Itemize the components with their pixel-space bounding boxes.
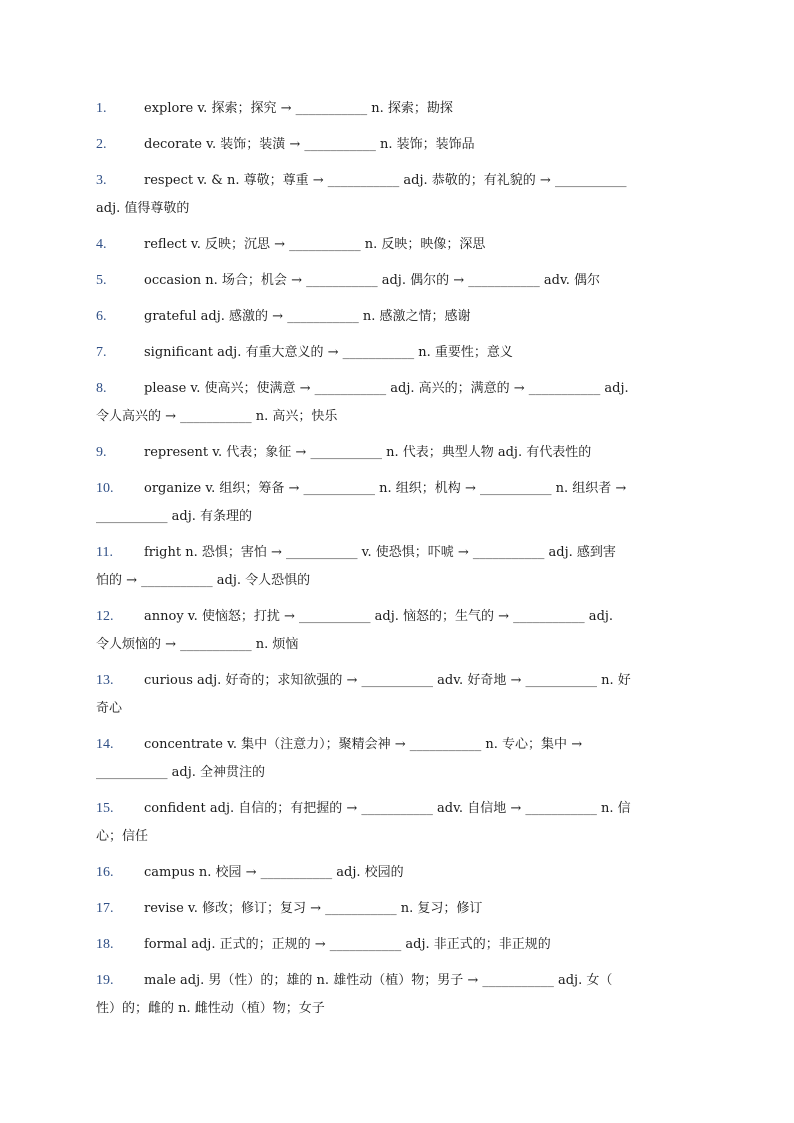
vocab-line	[96, 439, 696, 467]
vocab-line	[96, 995, 696, 1023]
vocab-item	[96, 603, 696, 659]
item-text: 性）的；雌的 n. 雌性动（植）物；女子	[96, 1001, 325, 1016]
item-text: 令人烦恼的 → ___________ n. 烦恼	[96, 637, 299, 652]
item-text: revise v. 修改；修订；复习 → ___________ n. 复习；修订	[144, 901, 483, 916]
vocab-line	[96, 131, 696, 159]
item-number: 13.	[96, 673, 114, 688]
vocab-line	[96, 339, 696, 367]
item-text: represent v. 代表；象征 → ___________ n. 代表；典型人物 adj. 有代表性的	[144, 445, 592, 460]
vocab-line	[96, 667, 696, 695]
item-text: 心；信任	[96, 829, 149, 844]
vocab-line	[96, 303, 696, 331]
item-text: occasion n. 场合；机会 → ___________ adj. 偶尔的 → ___________ adv. 偶尔	[144, 273, 601, 288]
vocab-line	[96, 403, 696, 431]
vocab-item	[96, 303, 696, 331]
vocab-item	[96, 267, 696, 295]
item-number: 5.	[96, 273, 107, 288]
vocab-line	[96, 759, 696, 787]
vocab-line	[96, 859, 696, 887]
item-number: 17.	[96, 901, 114, 916]
item-number: 15.	[96, 801, 114, 816]
item-number: 11.	[96, 545, 113, 560]
item-text: male adj. 男（性）的；雄的 n. 雄性动（植）物；男子 → ___________ adj. 女（	[144, 973, 613, 988]
item-text: organize v. 组织；筹备 → ___________ n. 组织；机构 → ___________ n. 组织者 →	[144, 481, 627, 496]
item-number: 1.	[96, 101, 107, 116]
item-number: 3.	[96, 173, 107, 188]
item-text: 令人高兴的 → ___________ n. 高兴；快乐	[96, 409, 338, 424]
vocab-item	[96, 931, 696, 959]
item-number: 6.	[96, 309, 107, 324]
vocab-line	[96, 795, 696, 823]
item-number: 19.	[96, 973, 114, 988]
vocab-line	[96, 539, 696, 567]
vocab-item	[96, 167, 696, 223]
item-text: grateful adj. 感激的 → ___________ n. 感激之情；感谢	[144, 309, 471, 324]
vocab-line	[96, 695, 696, 723]
item-number: 9.	[96, 445, 107, 460]
item-number: 18.	[96, 937, 114, 952]
item-text: formal adj. 正式的；正规的 → ___________ adj. 非正式的；非正规的	[144, 937, 551, 952]
item-text: fright n. 恐惧；害怕 → ___________ v. 使恐惧；吓唬 → ___________ adj. 感到害	[144, 545, 616, 560]
item-text: reflect v. 反映；沉思 → ___________ n. 反映；映像；深思	[144, 237, 486, 252]
vocab-line	[96, 967, 696, 995]
item-text: 奇心	[96, 701, 123, 716]
vocab-line	[96, 267, 696, 295]
item-text: 怕的 → ___________ adj. 令人恐惧的	[96, 573, 311, 588]
item-text: confident adj. 自信的；有把握的 → ___________ adv. 自信地 → ___________ n. 信	[144, 801, 631, 816]
vocab-line	[96, 731, 696, 759]
item-number: 14.	[96, 737, 114, 752]
item-number: 10.	[96, 481, 114, 496]
vocab-item	[96, 375, 696, 431]
vocab-item	[96, 667, 696, 723]
vocab-item	[96, 439, 696, 467]
vocab-item	[96, 95, 696, 123]
item-text: curious adj. 好奇的；求知欲强的 → ___________ adv. 好奇地 → ___________ n. 好	[144, 673, 631, 688]
vocab-line	[96, 375, 696, 403]
vocab-line	[96, 475, 696, 503]
item-number: 4.	[96, 237, 107, 252]
item-number: 2.	[96, 137, 107, 152]
item-text: explore v. 探索；探究 → ___________ n. 探索；勘探	[144, 101, 453, 116]
vocab-item	[96, 859, 696, 887]
item-number: 16.	[96, 865, 114, 880]
item-text: ___________ adj. 全神贯注的	[96, 765, 266, 780]
vocab-line	[96, 603, 696, 631]
vocab-item	[96, 131, 696, 159]
item-text: concentrate v. 集中（注意力）；聚精会神 → ___________ n. 专心；集中 →	[144, 737, 583, 752]
vocab-line	[96, 931, 696, 959]
item-number: 7.	[96, 345, 107, 360]
vocab-line	[96, 631, 696, 659]
vocab-item	[96, 795, 696, 851]
vocab-line	[96, 567, 696, 595]
vocab-line	[96, 503, 696, 531]
vocab-item	[96, 895, 696, 923]
vocab-line	[96, 823, 696, 851]
item-number: 8.	[96, 381, 107, 396]
item-text: please v. 使高兴；使满意 → ___________ adj. 高兴的；满意的 → ___________ adj.	[144, 381, 629, 396]
vocab-line	[96, 95, 696, 123]
item-text: campus n. 校园 → ___________ adj. 校园的	[144, 865, 404, 880]
vocab-line	[96, 195, 696, 223]
item-text: significant adj. 有重大意义的 → ___________ n. 重要性；意义	[144, 345, 513, 360]
item-text: annoy v. 使恼怒；打扰 → ___________ adj. 恼怒的；生气的 → ___________ adj.	[144, 609, 614, 624]
vocab-item	[96, 539, 696, 595]
vocab-item	[96, 231, 696, 259]
item-text: respect v. & n. 尊敬；尊重 → ___________ adj. 恭敬的；有礼貌的 → ___________	[144, 173, 627, 188]
item-text: decorate v. 装饰；装潢 → ___________ n. 装饰；装饰品	[144, 137, 475, 152]
vocab-item	[96, 339, 696, 367]
vocab-line	[96, 167, 696, 195]
item-number: 12.	[96, 609, 114, 624]
vocab-line	[96, 895, 696, 923]
item-text: adj. 值得尊敬的	[96, 201, 190, 216]
vocab-item	[96, 475, 696, 531]
vocab-item	[96, 731, 696, 787]
item-text: ___________ adj. 有条理的	[96, 509, 253, 524]
vocab-item	[96, 967, 696, 1023]
vocab-line	[96, 231, 696, 259]
